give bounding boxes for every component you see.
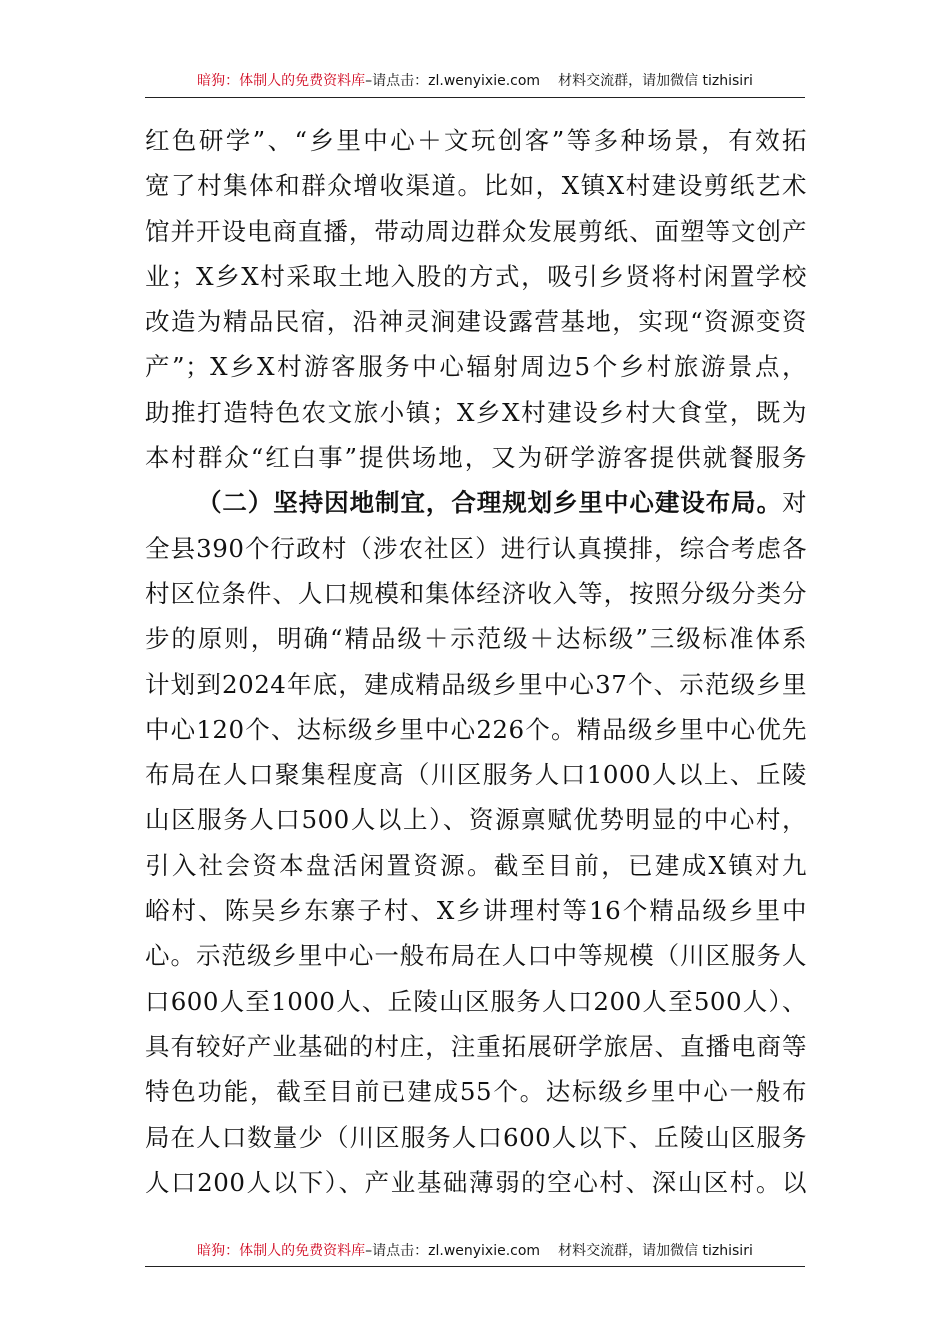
body-line: 产”；X乡X村游客服务中心辐射周边5个乡村旅游景点， bbox=[145, 352, 807, 382]
header-banner bbox=[145, 70, 805, 92]
header-site-name: 暗狗：体制人的免费资料库 bbox=[197, 73, 366, 89]
footer-site-name: 暗狗：体制人的免费资料库 bbox=[197, 1243, 366, 1259]
footer-banner bbox=[145, 1240, 805, 1262]
body-line: 中心120个、达标级乡里中心226个。精品级乡里中心优先 bbox=[145, 714, 807, 744]
body-line: 助推打造特色农文旅小镇；X乡X村建设乡村大食堂，既为 bbox=[145, 397, 807, 427]
body-line: 全县390个行政村（涉农社区）进行认真摸排，综合考虑各 bbox=[145, 533, 807, 563]
body-line: 计划到2024年底，建成精品级乡里中心37个、示范级乡里 bbox=[145, 669, 807, 699]
body-line: 山区服务人口500人以上）、资源禀赋优势明显的中心村， bbox=[145, 805, 807, 835]
body-line: 村区位条件、人口规模和集体经济收入等，按照分级分类分 bbox=[145, 578, 807, 608]
document-body bbox=[145, 118, 807, 1205]
body-line: 局在人口数量少（川区服务人口600人以下、丘陵山区服务 bbox=[145, 1122, 807, 1152]
body-line: 布局在人口聚集程度高（川区服务人口1000人以上、丘陵 bbox=[145, 760, 807, 790]
section-heading-line bbox=[145, 480, 807, 525]
body-line: 业；X乡X村采取土地入股的方式，吸引乡贤将村闲置学校 bbox=[145, 261, 807, 291]
section-heading: （二）坚持因地制宜，合理规划乡里中心建设布局。 bbox=[197, 488, 782, 518]
body-line: 峪村、陈吴乡东寨子村、X乡讲理村等16个精品级乡里中 bbox=[145, 896, 807, 926]
body-line: 特色功能，截至目前已建成55个。达标级乡里中心一般布 bbox=[145, 1077, 807, 1107]
body-line: 具有较好产业基础的村庄，注重拓展研学旅居、直播电商等 bbox=[145, 1031, 807, 1061]
body-line: 红色研学”、“乡里中心＋文玩创客”等多种场景，有效拓 bbox=[145, 126, 807, 155]
body-line: 本村群众“红白事”提供场地，又为研学游客提供就餐服务 bbox=[145, 443, 807, 473]
body-line: 步的原则，明确“精品级＋示范级＋达标级”三级标准体系 bbox=[145, 624, 807, 654]
body-line: 人口200人以下）、产业基础薄弱的空心村、深山区村。以 bbox=[145, 1167, 807, 1197]
section-heading-tail: 对 bbox=[782, 488, 807, 518]
header-link-prompt[interactable]: –请点击：zl.wenyixie.com bbox=[365, 73, 541, 89]
header-wechat-note: 材料交流群，请加微信 tizhisiri bbox=[558, 73, 753, 89]
body-line: 改造为精品民宿，沿神灵涧建设露营基地，实现“资源变资 bbox=[145, 307, 807, 337]
footer-wechat-note: 材料交流群，请加微信 tizhisiri bbox=[558, 1243, 753, 1259]
body-line: 馆并开设电商直播，带动周边群众发展剪纸、面塑等文创产 bbox=[145, 216, 807, 246]
header-divider bbox=[145, 97, 805, 98]
body-line: 心。示范级乡里中心一般布局在人口中等规模（川区服务人 bbox=[145, 941, 807, 971]
footer-link-prompt[interactable]: –请点击：zl.wenyixie.com bbox=[365, 1243, 541, 1259]
body-line: 引入社会资本盘活闲置资源。截至目前，已建成X镇对九 bbox=[145, 850, 807, 880]
body-line: 宽了村集体和群众增收渠道。比如，X镇X村建设剪纸艺术 bbox=[145, 171, 807, 201]
footer-divider bbox=[145, 1266, 805, 1267]
body-line: 口600人至1000人、丘陵山区服务人口200人至500人）、 bbox=[145, 986, 807, 1016]
